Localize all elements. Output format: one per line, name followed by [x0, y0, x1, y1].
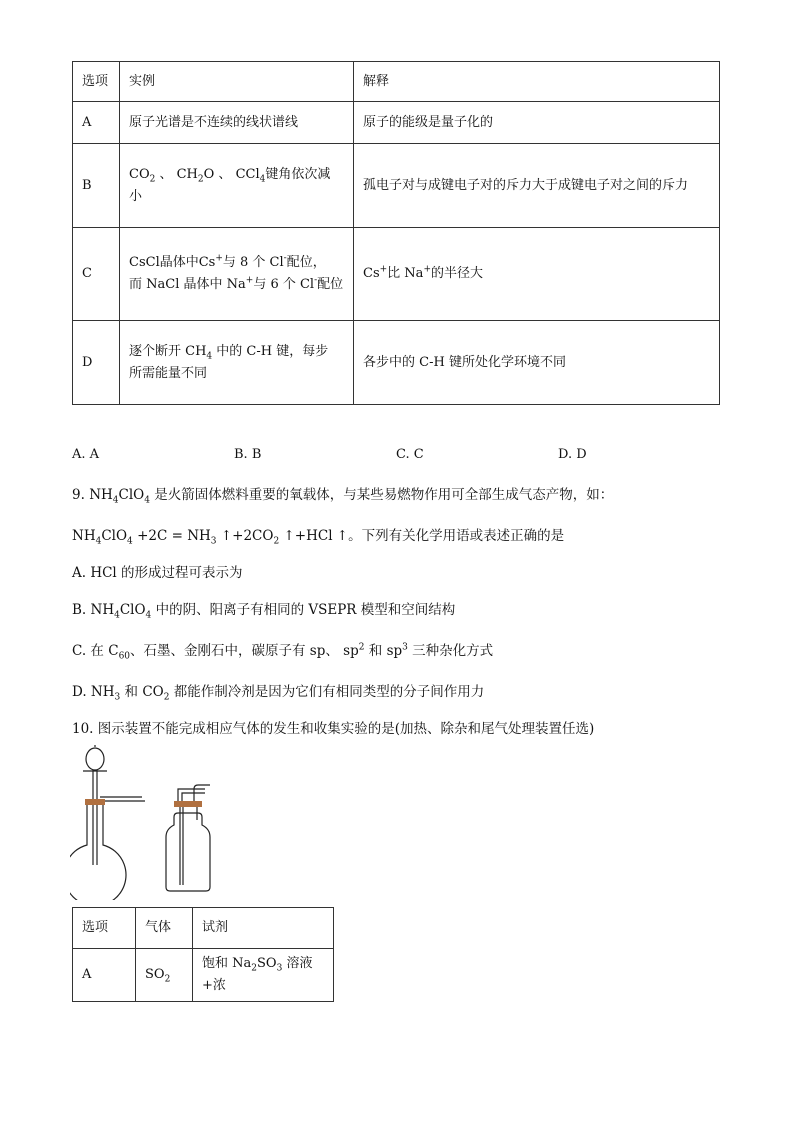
option-cell: A [73, 102, 120, 144]
comparison-table [72, 61, 720, 405]
header-cell: 选项 [73, 908, 136, 949]
example-cell: 逐个断开 $CH_4$ 中的 C-H 键，每步 所需能量不同 [120, 321, 354, 405]
table-row [73, 321, 720, 405]
table-row [73, 228, 720, 321]
bottle-stopper [174, 801, 202, 807]
table-header-row [73, 62, 720, 102]
question-9-equation: $NH_4ClO_4 +2C = NH_3$ $↑+2CO_2$ ↑+HCl ↑。下列有关化学用语或表述正确的是 [72, 528, 565, 547]
option-cell: C [73, 228, 120, 321]
header-cell: 解释 [354, 62, 720, 102]
header-cell: 试剂 [193, 908, 334, 949]
table-row [73, 102, 720, 144]
gas-cell: $SO_2$ [136, 949, 193, 1002]
explain-cell: 各步中的 C-H 键所处化学环境不同 [354, 321, 720, 405]
header-cell: 实例 [120, 62, 354, 102]
round-bottom-flask [70, 805, 126, 900]
gas-bottle [166, 813, 210, 891]
answer-option-b: B. B [234, 447, 262, 462]
header-cell: 气体 [136, 908, 193, 949]
answer-option-d: D. D [558, 447, 587, 462]
example-cell: $CO_2$ 、 $CH_2O$ 、 CCl$_4$键角依次减 小 [120, 144, 354, 228]
question-9-option-d: D. $NH_3$ 和 $CO_2$ 都能作制冷剂是因为它们有相同类型的分子间作用力 [72, 684, 485, 703]
table-header-row [73, 908, 334, 949]
question-9-option-b: B. $NH_4ClO_4$ 中的阴、阳离子有相同的 VSEPR 模型和空间结构 [72, 602, 456, 621]
reagent-cell: 饱和 $Na_2SO_3$ 溶液+浓 [193, 949, 334, 1002]
table-row [73, 949, 334, 1002]
question-10-stem: 10. 图示装置不能完成相应气体的发生和收集实验的是(加热、除杂和尾气处理装置任选) [72, 721, 595, 737]
option-cell: B [73, 144, 120, 228]
question-9-option-c: C. 在 $C_{60}$、石墨、金刚石中，碳原子有 sp、 $sp^2$ 和 $sp^3$ 三种杂化方式 [72, 642, 494, 662]
funnel-bulb [86, 748, 104, 770]
gas-reagent-table [72, 907, 334, 1002]
gas-apparatus-diagram [70, 745, 230, 900]
table-row [73, 144, 720, 228]
option-cell: A [73, 949, 136, 1002]
explain-cell: 原子的能级是量子化的 [354, 102, 720, 144]
flask-stopper [85, 799, 105, 805]
question-9-option-a: A. HCl 的形成过程可表示为 [72, 565, 243, 581]
example-cell: CsCl晶体中Cs+与 8 个 Cl-配位， 而 NaCl 晶体中 Na+与 6 个 Cl-配位 [120, 228, 354, 321]
answer-option-a: A. A [72, 447, 100, 462]
header-cell: 选项 [73, 62, 120, 102]
explain-cell: 孤电子对与成键电子对的斥力大于成键电子对之间的斥力 [354, 144, 720, 228]
option-cell: D [73, 321, 120, 405]
question-9-stem: 9. $NH_4ClO_4$ 是火箭固体燃料重要的氧载体，与某些易燃物作用可全部生成气态产物，如： [72, 487, 614, 506]
explain-cell: Cs+比 Na+的半径大 [354, 228, 720, 321]
example-cell: 原子光谱是不连续的线状谱线 [120, 102, 354, 144]
answer-option-c: C. C [396, 447, 424, 462]
